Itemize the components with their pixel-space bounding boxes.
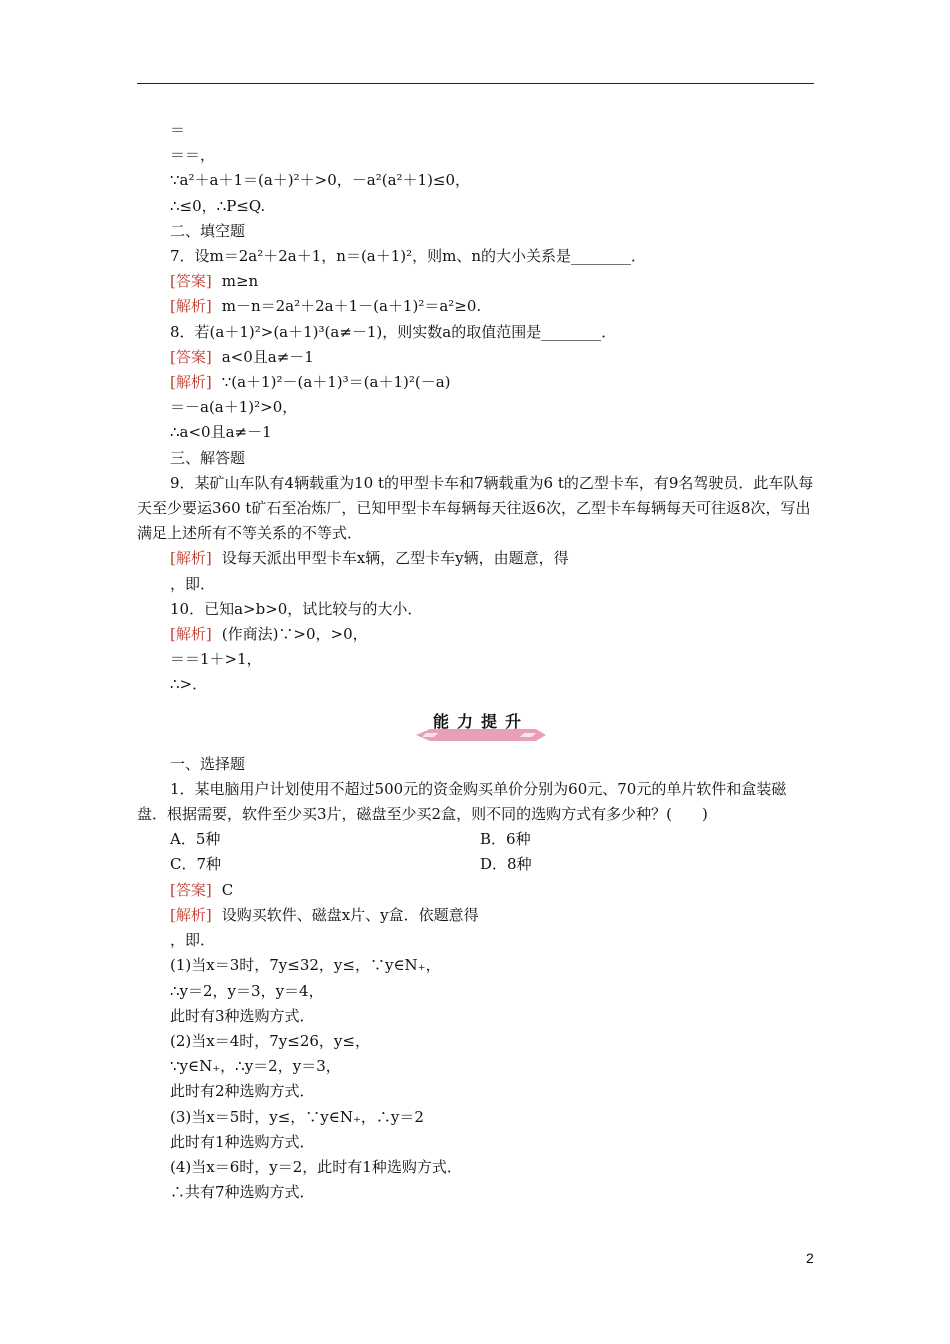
analysis-line <box>170 546 820 571</box>
text-line: ∴a<0且a≠－1 <box>170 423 272 442</box>
banner-box <box>416 712 546 742</box>
text-line: ，即． <box>170 574 216 593</box>
analysis-text: m－n＝2a²＋2a＋1－(a＋1)²＝a²≥0. <box>221 297 482 316</box>
text-line: ＝ <box>170 121 186 139</box>
analysis-line <box>170 903 820 928</box>
answer-text: m≥n <box>221 272 259 291</box>
option-c: C．7种 <box>170 855 222 874</box>
header-rule <box>137 83 814 84</box>
section-heading: 三、解答题 <box>170 448 246 467</box>
answer-line <box>170 878 820 903</box>
analysis-line <box>170 370 820 395</box>
analysis-label: [解析] <box>170 373 212 392</box>
option-d: D．8种 <box>480 855 532 874</box>
answer-line <box>170 345 820 370</box>
question-7: 7．设m＝2a²＋2a＋1，n＝(a＋1)²，则m、n的大小关系是________． <box>170 247 647 266</box>
text-line: ＝＝1＋>1， <box>170 650 262 669</box>
text-line: ＝－a(a＋1)²>0， <box>170 398 298 417</box>
analysis-label: [解析] <box>170 549 212 568</box>
option-b: B．6种 <box>480 830 531 849</box>
section-heading: 二、填空题 <box>170 221 246 240</box>
text-line: 此时有2种选购方式． <box>170 1082 315 1101</box>
page-number: 2 <box>806 1250 814 1266</box>
answer-label: [答案] <box>170 880 212 899</box>
analysis-label: [解析] <box>170 297 212 316</box>
text-line: ，即． <box>170 931 216 950</box>
banner-title: 能力提升 <box>432 711 529 731</box>
text-line: ∴共有7种选购方式． <box>170 1183 315 1202</box>
text-line: (2)当x＝4时，7y≤26，y≤， <box>170 1031 370 1050</box>
text-line: 此时有1种选购方式． <box>170 1132 315 1151</box>
option-a: A．5种 <box>170 830 221 849</box>
text-line: ∴y＝2，y＝3，y＝4， <box>170 981 324 1000</box>
text-line: (1)当x＝3时，7y≤32，y≤，∵y∈N₊， <box>170 956 441 975</box>
analysis-text: 设购买软件、磁盘x片、y盒．依题意得 <box>221 905 479 924</box>
analysis-line <box>170 294 820 319</box>
text-line: (3)当x＝5时，y≤，∵y∈N₊，∴y＝2 <box>170 1107 424 1126</box>
analysis-text: (作商法)∵>0，>0， <box>221 625 368 644</box>
text-line: ＝＝， <box>170 146 216 165</box>
question-10: 10．已知a>b>0，试比较与的大小． <box>170 599 423 618</box>
analysis-text: ∵(a＋1)²－(a＋1)³＝(a＋1)²(－a) <box>221 373 451 392</box>
document-body <box>137 118 820 1205</box>
answer-label: [答案] <box>170 347 212 366</box>
options-row <box>170 852 820 877</box>
text-line: ∵a²＋a＋1＝(a＋)²＋>0，－a²(a²＋1)≤0， <box>170 171 471 190</box>
text-line: ∴≤0，∴P≤Q. <box>170 196 266 215</box>
analysis-label: [解析] <box>170 905 212 924</box>
section-heading: 一、选择题 <box>170 754 246 773</box>
analysis-label: [解析] <box>170 625 212 644</box>
text-line: ∵y∈N₊，∴y＝2，y＝3， <box>170 1057 341 1076</box>
section-banner <box>170 704 820 748</box>
answer-label: [答案] <box>170 272 212 291</box>
options-row <box>170 827 820 852</box>
question-1: 1．某电脑用户计划使用不超过500元的资金购买单价分别为60元、70元的单片软件和盒装磁盘．根据需要，软件至少买3片，磁盘至少买2盒，则不同的选购方式有多少种？( ) <box>137 779 787 824</box>
analysis-line <box>170 622 820 647</box>
text-line: (4)当x＝6时，y＝2，此时有1种选购方式． <box>170 1157 462 1176</box>
text-line: 此时有3种选购方式． <box>170 1006 315 1025</box>
analysis-text: 设每天派出甲型卡车x辆，乙型卡车y辆，由题意，得 <box>221 549 569 568</box>
answer-text: C <box>221 880 234 899</box>
answer-text: a<0且a≠－1 <box>221 347 314 366</box>
question-8: 8．若(a＋1)²>(a＋1)³(a≠－1)，则实数a的取值范围是________． <box>170 322 617 341</box>
text-line: ∴>． <box>170 675 208 694</box>
question-9: 9．某矿山车队有4辆载重为10 t的甲型卡车和7辆载重为6 t的乙型卡车，有9名驾驶员．此车队每天至少要运360 t矿石至冶炼厂，已知甲型卡车每辆每天往返6次，乙型卡车每辆每天可往返8次，写出满足上述所有不等关系的不等式． <box>137 473 814 543</box>
answer-line <box>170 269 820 294</box>
